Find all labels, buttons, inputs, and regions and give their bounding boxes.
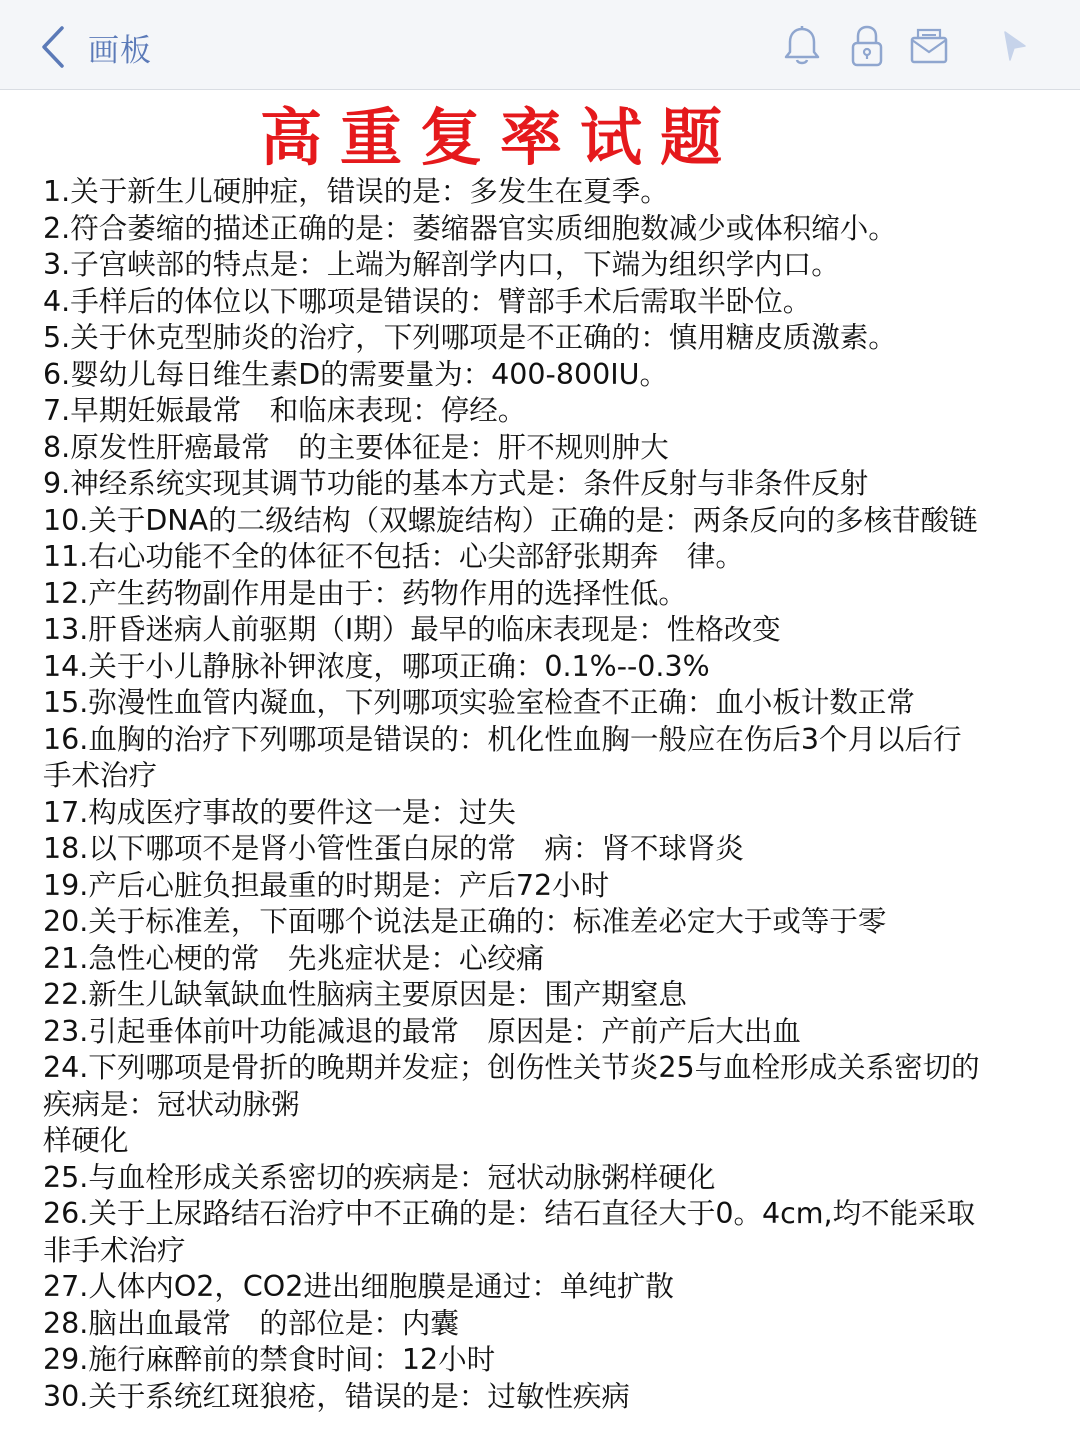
question-list [43,174,1043,1415]
question-line: 7.早期妊娠最常 和临床表现：停经。 [43,394,527,427]
back-label: 画板 [88,32,152,69]
question-line: 23.引起垂体前叶功能减退的最常 原因是：产前产后大出血 [43,1014,801,1048]
question-line: 25.与血栓形成关系密切的疾病是：冠状动脉粥样硬化 [43,1160,716,1194]
bell-icon[interactable] [780,24,824,68]
send-arrow-icon[interactable] [992,24,1036,68]
question-line: 8.原发性肝癌最常 的主要体征是：肝不规则肿大 [43,430,669,464]
question-line: 16.血胸的治疗下列哪项是错误的：机化性血胸一般应在伤后3个月以后行 [43,722,962,756]
question-line: 30.关于系统红斑狼疮，错误的是：过敏性疾病 [43,1379,630,1413]
question-line: 22.新生儿缺氧缺血性脑病主要原因是：围产期窒息 [43,978,687,1011]
chevron-left-icon [40,25,66,69]
question-line: 29.施行麻醉前的禁食时间：12小时 [43,1343,496,1376]
question-line: 2.符合萎缩的描述正确的是：萎缩器官实质细胞数减少或体积缩小。 [43,211,897,245]
top-toolbar [0,0,1080,90]
question-line: 12.产生药物副作用是由于：药物作用的选择性低。 [43,576,687,610]
question-line: 15.弥漫性血管内凝血，下列哪项实验室检查不正确：血小板计数正常 [43,686,915,719]
question-line: 4.手样后的体位以下哪项是错误的：臂部手术后需取半卧位。 [43,284,812,318]
question-line: 26.关于上尿路结石治疗中不正确的是：结石直径大于0。4cm,均不能采取 [43,1197,976,1230]
question-line: 27.人体内O2，CO2进出细胞膜是通过：单纯扩散 [43,1270,674,1303]
question-line: 19.产后心脏负担最重的时期是：产后72小时 [43,868,610,902]
question-line: 样硬化 [43,1124,129,1157]
question-line: 24.下列哪项是骨折的晚期并发症；创伤性关节炎25与血栓形成关系密切的 [43,1051,980,1084]
question-line: 28.脑出血最常 的部位是：内囊 [43,1306,459,1340]
question-line: 13.肝昏迷病人前驱期（Ⅰ期）最早的临床表现是：性格改变 [43,613,781,646]
mail-tray-icon[interactable] [907,24,951,68]
back-button[interactable] [40,22,152,72]
question-line: 18.以下哪项不是肾小管性蛋白尿的常 病：肾不球肾炎 [43,832,744,865]
question-line: 5.关于休克型肺炎的治疗，下列哪项是不正确的：慎用糖皮质激素。 [43,321,897,354]
question-line: 3.子宫峡部的特点是：上端为解剖学内口，下端为组织学内口。 [43,248,840,281]
question-line: 1.关于新生儿硬肿症，错误的是：多发生在夏季。 [43,175,669,208]
question-line: 疾病是：冠状动脉粥 [43,1087,300,1121]
question-line: 手术治疗 [43,759,158,792]
question-line: 21.急性心梗的常 先兆症状是：心绞痛 [43,941,545,975]
question-line: 6.婴幼儿每日维生素D的需要量为：400-800IU。 [43,357,668,391]
question-line: 9.神经系统实现其调节功能的基本方式是：条件反射与非条件反射 [43,467,869,500]
question-line: 20.关于标准差，下面哪个说法是正确的：标准差必定大于或等于零 [43,905,887,938]
lock-icon[interactable] [845,24,889,68]
question-line: 10.关于DNA的二级结构（双螺旋结构）正确的是：两条反向的多核苷酸链 [43,503,978,537]
question-line: 17.构成医疗事故的要件这一是：过失 [43,795,516,829]
question-line: 非手术治疗 [43,1233,186,1267]
page-title: 高重复率试题 [259,101,740,174]
question-line: 11.右心功能不全的体征不包括：心尖部舒张期奔 律。 [43,540,744,573]
question-line: 14.关于小儿静脉补钾浓度，哪项正确：0.1%--0.3% [43,649,710,683]
